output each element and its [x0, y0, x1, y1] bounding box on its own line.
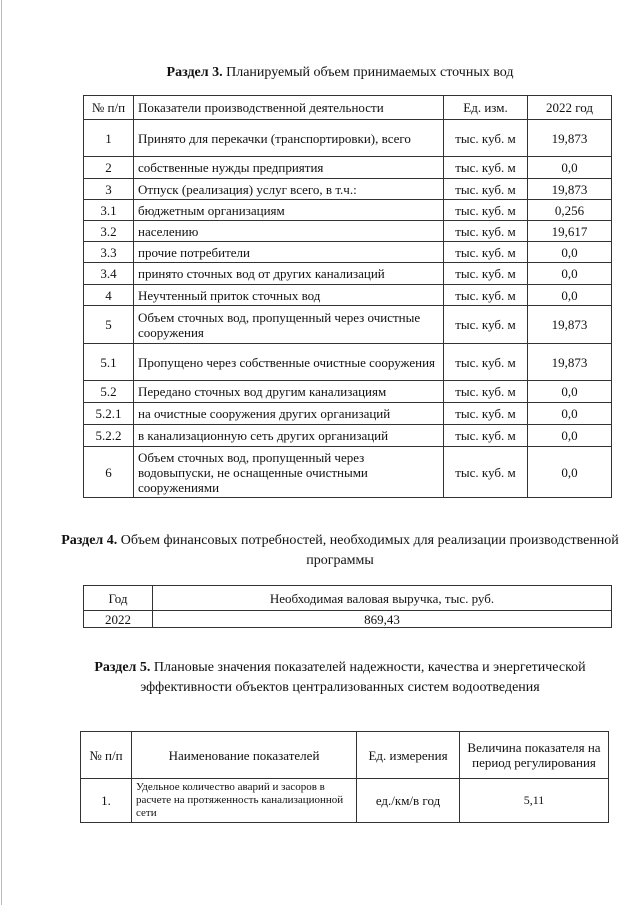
- indicator-name-cell: населению: [134, 221, 444, 242]
- unit-cell: тыс. куб. м: [444, 447, 528, 498]
- row-number-cell: 3.2: [84, 221, 134, 242]
- section3-label: Раздел 3.: [166, 65, 223, 80]
- table-header-row: [84, 96, 612, 120]
- value-cell: 19,873: [528, 120, 612, 157]
- table-row: [84, 120, 612, 157]
- revenue-cell: 869,43: [153, 611, 612, 628]
- row-number-cell: 6: [84, 447, 134, 498]
- unit-cell: тыс. куб. м: [444, 179, 528, 200]
- section5-heading: [60, 658, 620, 698]
- table-row: [81, 779, 609, 823]
- header-cell: Год: [84, 586, 153, 611]
- indicator-name-cell: бюджетным организациям: [134, 200, 444, 221]
- indicator-name-cell: Объем сточных вод, пропущенный через очистные сооружения: [134, 306, 444, 344]
- table-row: [84, 611, 612, 628]
- value-cell: 19,873: [528, 306, 612, 344]
- table-row: [84, 285, 612, 306]
- reliability-indicators-table: [80, 731, 609, 823]
- indicator-name-cell: Отпуск (реализация) услуг всего, в т.ч.:: [134, 179, 444, 200]
- section4-label: Раздел 4.: [61, 533, 118, 548]
- table-row: [84, 381, 612, 403]
- row-number-cell: 3.1: [84, 200, 134, 221]
- row-number-cell: 2: [84, 157, 134, 179]
- indicator-name-cell: Принято для перекачки (транспортировки), всего: [134, 120, 444, 157]
- unit-cell: тыс. куб. м: [444, 344, 528, 381]
- unit-cell: тыс. куб. м: [444, 306, 528, 344]
- row-number-cell: 3.3: [84, 242, 134, 263]
- unit-cell: тыс. куб. м: [444, 157, 528, 179]
- row-number-cell: 1: [84, 120, 134, 157]
- value-cell: 0,0: [528, 242, 612, 263]
- indicator-name-cell: в канализационную сеть других организаций: [134, 425, 444, 447]
- year-cell: 2022: [84, 611, 153, 628]
- unit-cell: ед./км/в год: [357, 779, 460, 823]
- value-cell: 0,0: [528, 403, 612, 425]
- header-cell: Величина показателя на период регулирования: [460, 732, 609, 779]
- row-number-cell: 1.: [81, 779, 132, 823]
- indicator-name-cell: Пропущено через собственные очистные сооружения: [134, 344, 444, 381]
- unit-cell: тыс. куб. м: [444, 381, 528, 403]
- value-cell: 0,0: [528, 425, 612, 447]
- row-number-cell: 5.2: [84, 381, 134, 403]
- header-cell: № п/п: [81, 732, 132, 779]
- value-cell: 0,0: [528, 381, 612, 403]
- value-cell: 19,873: [528, 344, 612, 381]
- row-number-cell: 3: [84, 179, 134, 200]
- value-cell: 5,11: [460, 779, 609, 823]
- indicator-name-cell: Удельное количество аварий и засоров в расчете на протяженность канализационной сети: [132, 779, 357, 823]
- indicator-name-cell: Неучтенный приток сточных вод: [134, 285, 444, 306]
- row-number-cell: 5.2.1: [84, 403, 134, 425]
- section3-heading: [60, 63, 620, 83]
- table-row: [84, 263, 612, 285]
- table-row: [84, 242, 612, 263]
- unit-cell: тыс. куб. м: [444, 263, 528, 285]
- unit-cell: тыс. куб. м: [444, 120, 528, 157]
- scan-edge-line: [1, 0, 2, 905]
- table-row: [84, 306, 612, 344]
- section4-heading: [60, 531, 620, 571]
- value-cell: 0,0: [528, 285, 612, 306]
- value-cell: 0,256: [528, 200, 612, 221]
- header-cell: № п/п: [84, 96, 134, 120]
- indicator-name-cell: Передано сточных вод другим канализациям: [134, 381, 444, 403]
- header-cell: Показатели производственной деятельности: [134, 96, 444, 120]
- section5-title: Плановые значения показателей надежности, качества и энергетической эффективности объектов централизованных систем водоотведения: [140, 660, 586, 695]
- table-row: [84, 179, 612, 200]
- unit-cell: тыс. куб. м: [444, 425, 528, 447]
- row-number-cell: 4: [84, 285, 134, 306]
- table-row: [84, 403, 612, 425]
- value-cell: 0,0: [528, 157, 612, 179]
- indicator-name-cell: собственные нужды предприятия: [134, 157, 444, 179]
- unit-cell: тыс. куб. м: [444, 200, 528, 221]
- header-cell: Ед. измерения: [357, 732, 460, 779]
- unit-cell: тыс. куб. м: [444, 242, 528, 263]
- header-cell: Необходимая валовая выручка, тыс. руб.: [153, 586, 612, 611]
- indicator-name-cell: прочие потребители: [134, 242, 444, 263]
- table-row: [84, 425, 612, 447]
- table-row: [84, 200, 612, 221]
- table-row: [84, 447, 612, 498]
- table-header-row: [84, 586, 612, 611]
- row-number-cell: 5.2.2: [84, 425, 134, 447]
- section4-title: Объем финансовых потребностей, необходимых для реализации производственной программы: [117, 533, 619, 568]
- indicator-name-cell: на очистные сооружения других организаций: [134, 403, 444, 425]
- value-cell: 0,0: [528, 263, 612, 285]
- table-row: [84, 344, 612, 381]
- value-cell: 19,617: [528, 221, 612, 242]
- header-cell: Ед. изм.: [444, 96, 528, 120]
- section3-title: Планируемый объем принимаемых сточных вод: [222, 65, 514, 80]
- value-cell: 19,873: [528, 179, 612, 200]
- financial-needs-table: [83, 585, 612, 628]
- row-number-cell: 3.4: [84, 263, 134, 285]
- wastewater-volume-table: [83, 95, 612, 498]
- value-cell: 0,0: [528, 447, 612, 498]
- unit-cell: тыс. куб. м: [444, 403, 528, 425]
- section5-label: Раздел 5.: [94, 660, 151, 675]
- row-number-cell: 5.1: [84, 344, 134, 381]
- table-row: [84, 157, 612, 179]
- unit-cell: тыс. куб. м: [444, 285, 528, 306]
- header-cell: 2022 год: [528, 96, 612, 120]
- unit-cell: тыс. куб. м: [444, 221, 528, 242]
- indicator-name-cell: Объем сточных вод, пропущенный через водовыпуски, не оснащенные очистными сооружениями: [134, 447, 444, 498]
- table-row: [84, 221, 612, 242]
- table-header-row: [81, 732, 609, 779]
- indicator-name-cell: принято сточных вод от других канализаций: [134, 263, 444, 285]
- header-cell: Наименование показателей: [132, 732, 357, 779]
- row-number-cell: 5: [84, 306, 134, 344]
